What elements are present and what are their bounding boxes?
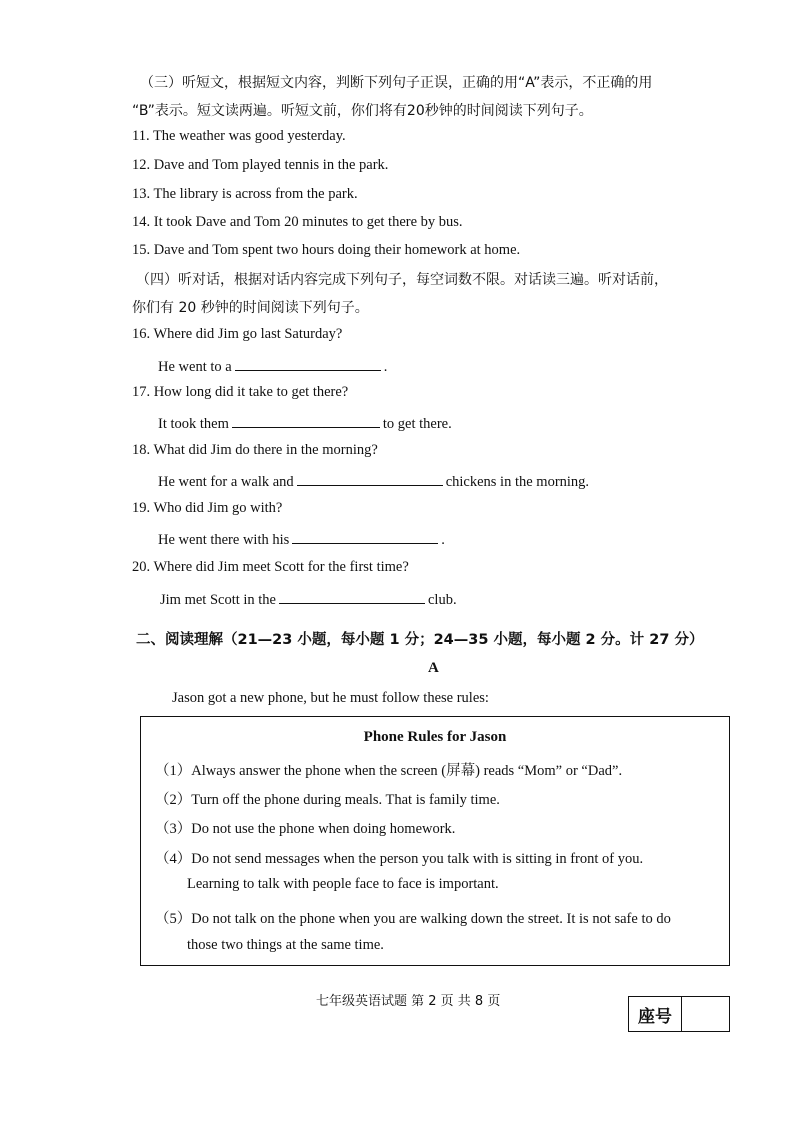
answer-18-suffix: chickens in the morning. — [445, 474, 590, 490]
part2-heading: 二、阅读理解（21—23 小题，每小题 1 分；24—35 小题，每小题 2 分。计 27 分） — [136, 632, 704, 648]
passage-intro: Jason got a new phone, but he must follow these rules: — [172, 690, 489, 706]
question-11: 11. The weather was good yesterday. — [132, 128, 346, 144]
answer-17-prefix: It took them — [158, 416, 229, 432]
rules-box-title: Phone Rules for Jason — [363, 729, 507, 745]
answer-20-prefix: Jim met Scott in the — [160, 592, 276, 608]
question-18: 18. What did Jim do there in the morning? — [132, 442, 378, 458]
answer-line-16 — [158, 356, 387, 376]
rule-3: （3）Do not use the phone when doing homework. — [155, 821, 456, 837]
answer-blank-16[interactable] — [235, 356, 381, 371]
question-17: 17. How long did it take to get there? — [132, 384, 349, 400]
question-12: 12. Dave and Tom played tennis in the park. — [132, 157, 389, 173]
passage-letter: A — [428, 660, 439, 676]
rule-4-line1: （4）Do not send messages when the person you talk with is sitting in front of you. — [155, 851, 644, 867]
section4-instruction-line2: 你们有 20 秒钟的时间阅读下列句子。 — [132, 300, 369, 316]
section3-instruction-line1: （三）听短文，根据短文内容，判断下列句子正误，正确的用“A”表示，不正确的用 — [140, 75, 653, 91]
rule-4-line2: Learning to talk with people face to face is important. — [187, 876, 499, 892]
answer-line-17 — [158, 413, 452, 433]
answer-16-suffix: . — [383, 359, 388, 375]
answer-blank-20[interactable] — [279, 589, 425, 604]
question-13: 13. The library is across from the park. — [132, 186, 358, 202]
answer-20-suffix: club. — [428, 592, 457, 608]
rule-5-line2: those two things at the same time. — [187, 937, 384, 953]
answer-19-suffix: . — [441, 532, 445, 548]
section3-instruction-line2: “B”表示。短文读两遍。听短文前，你们将有20秒钟的时间阅读下列句子。 — [132, 103, 593, 119]
answer-line-19 — [158, 529, 445, 549]
section4-instruction-line1: （四）听对话，根据对话内容完成下列句子，每空词数不限。对话读三遍。听对话前， — [136, 272, 668, 288]
answer-blank-18[interactable] — [297, 471, 443, 486]
answer-blank-19[interactable] — [292, 529, 438, 544]
answer-line-20 — [160, 589, 457, 609]
question-19: 19. Who did Jim go with? — [132, 500, 283, 516]
question-14: 14. It took Dave and Tom 20 minutes to get there by bus. — [132, 214, 463, 230]
rules-box — [140, 716, 730, 966]
question-16: 16. Where did Jim go last Saturday? — [132, 326, 343, 342]
rule-2: （2）Turn off the phone during meals. That is family time. — [155, 792, 500, 808]
answer-16-prefix: He went to a — [158, 359, 232, 375]
page-footer: 七年级英语试题 第 2 页 共 8 页 — [316, 994, 501, 1009]
answer-19-prefix: He went there with his — [158, 532, 290, 548]
rule-1: （1）Always answer the phone when the screen (屏幕) reads “Mom” or “Dad”. — [155, 763, 623, 779]
question-20: 20. Where did Jim meet Scott for the first time? — [132, 559, 409, 575]
answer-blank-17[interactable] — [232, 413, 380, 428]
rule-5-line1: （5）Do not talk on the phone when you are walking down the street. It is not safe to do — [155, 911, 671, 927]
answer-18-prefix: He went for a walk and — [158, 474, 294, 490]
answer-line-18 — [158, 471, 589, 491]
answer-17-suffix: to get there. — [382, 416, 452, 432]
question-15: 15. Dave and Tom spent two hours doing their homework at home. — [132, 242, 521, 258]
seat-number-box — [628, 996, 730, 1032]
seat-number-field[interactable] — [682, 997, 729, 1031]
seat-label: 座号 — [629, 997, 682, 1031]
